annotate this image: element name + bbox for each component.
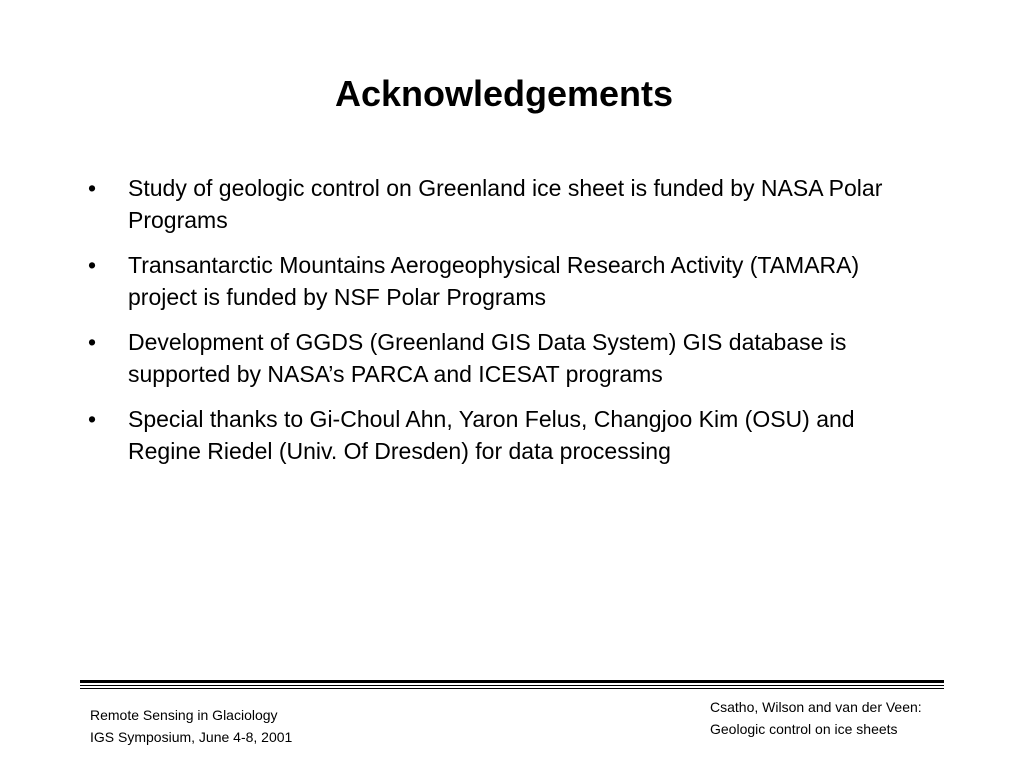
footer-talk-title: Geologic control on ice sheets bbox=[710, 721, 898, 737]
footer-right bbox=[710, 696, 922, 740]
slide-title: Acknowledgements bbox=[334, 73, 674, 114]
footer-symposium-date: IGS Symposium, June 4-8, 2001 bbox=[90, 729, 293, 745]
bullet-text: Special thanks to Gi-Choul Ahn, Yaron Felus, Changjoo Kim (OSU) and Regine Riedel (Univ. Of Dresden) for data processing bbox=[128, 406, 855, 464]
bullet-marker: • bbox=[88, 406, 97, 432]
footer-divider-thick bbox=[80, 680, 944, 683]
bullet-item-ggds-database bbox=[88, 326, 918, 390]
bullet-item-funding-tamara bbox=[88, 249, 918, 313]
bullet-text: Study of geologic control on Greenland ice sheet is funded by NASA Polar Programs bbox=[128, 175, 883, 233]
bullet-text: Development of GGDS (Greenland GIS Data System) GIS database is supported by NASA’s PARCA and ICESAT programs bbox=[128, 329, 847, 387]
bullet-marker: • bbox=[88, 252, 97, 278]
footer-divider-thin bbox=[80, 688, 944, 689]
bullet-item-funding-greenland bbox=[88, 172, 918, 236]
bullet-item-special-thanks bbox=[88, 403, 918, 467]
bullet-marker: • bbox=[88, 175, 97, 201]
bullet-text: Transantarctic Mountains Aerogeophysical Research Activity (TAMARA) project is funded by NSF Polar Programs bbox=[128, 252, 860, 310]
bullet-marker: • bbox=[88, 329, 97, 355]
footer-course-title: Remote Sensing in Glaciology bbox=[90, 707, 278, 723]
footer-authors: Csatho, Wilson and van der Veen: bbox=[710, 699, 922, 715]
footer-divider-thin bbox=[80, 685, 944, 686]
bullet-list bbox=[88, 172, 918, 480]
footer-left bbox=[90, 704, 292, 748]
